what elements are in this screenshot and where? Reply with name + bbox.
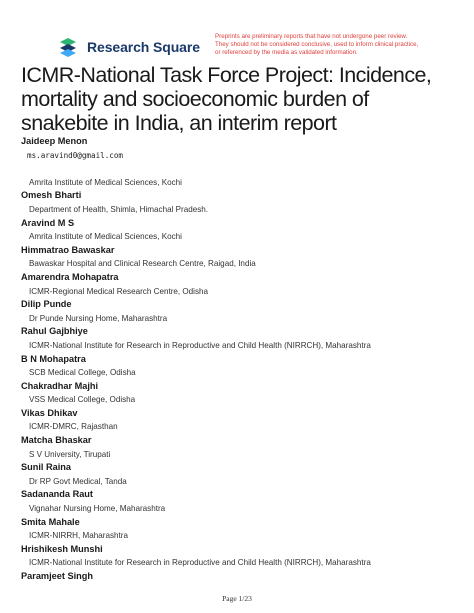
preprint-notice (215, 33, 465, 58)
paper-title: ICMR-National Task Force Project: Incidence, mortality and socioeconomic burden of snakebite in India, an interim report (21, 63, 432, 135)
author-entry (21, 189, 461, 216)
author-name: Hrishikesh Munshi (21, 543, 103, 554)
author-entry (21, 461, 461, 488)
author-name: Dilip Punde (21, 299, 72, 310)
author-entry (21, 407, 461, 434)
author-name: Aravind M S (21, 217, 75, 228)
author-entry (21, 325, 461, 352)
author-affiliation: S V University, Tirupati (29, 449, 111, 459)
author-entry (21, 244, 461, 271)
author-entry (21, 380, 461, 407)
author-name: Omesh Bharti (21, 190, 82, 201)
author-entry (21, 298, 461, 325)
author-affiliation: Dr Punde Nursing Home, Maharashtra (29, 313, 168, 323)
author-list (21, 135, 461, 584)
research-square-logo[interactable] (57, 36, 200, 58)
research-square-logo-icon (57, 36, 83, 58)
author-entry (21, 516, 461, 543)
notice-line: Preprints are preliminary reports that have not undergone peer review. (215, 33, 408, 40)
author-name: Vikas Dhikav (21, 407, 78, 418)
author-affiliation: ICMR-National Institute for Research in Reproductive and Child Health (NIRRCH), Maharashtra (29, 340, 371, 350)
author-affiliation: Amrita Institute of Medical Sciences, Kochi (29, 177, 182, 187)
notice-line: or referenced by the media as validated information. (215, 49, 358, 57)
author-affiliation: Dr RP Govt Medical, Tanda (29, 476, 127, 486)
author-affiliation: Vignahar Nursing Home, Maharashtra (29, 504, 166, 514)
author-affiliation: ICMR-NIRRH, Maharashtra (29, 531, 128, 541)
author-name: Himmatrao Bawaskar (21, 244, 115, 255)
author-affiliation: VSS Medical College, Odisha (29, 395, 136, 405)
spacer (21, 162, 461, 176)
author-entry (21, 434, 461, 461)
author-entry (21, 271, 461, 298)
author-affiliation: SCB Medical College, Odisha (29, 368, 136, 378)
author-entry (21, 217, 461, 244)
author-name: Sunil Raina (21, 462, 72, 473)
author-name: Amarendra Mohapatra (21, 271, 119, 282)
author-name: Sadananda Raut (21, 489, 93, 500)
author-entry (21, 135, 461, 189)
author-name: Smita Mahale (21, 516, 80, 527)
author-affiliation: Department of Health, Shimla, Himachal Pradesh. (29, 204, 209, 214)
author-name: Matcha Bhaskar (21, 435, 92, 446)
author-affiliation: ICMR-DMRC, Rajasthan (29, 422, 118, 432)
author-name: Paramjeet Singh (21, 571, 93, 581)
notice-line: They should not be considered conclusive, used to inform clinical practice, (215, 41, 419, 49)
author-name: B N Mohapatra (21, 353, 86, 364)
author-affiliation: Amrita Institute of Medical Sciences, Kochi (29, 232, 182, 242)
author-affiliation: ICMR-Regional Medical Research Centre, Odisha (29, 286, 209, 296)
author-affiliation: ICMR-National Institute for Research in Reproductive and Child Health (NIRRCH), Maharashtra (29, 558, 371, 568)
author-entry (21, 543, 461, 570)
author-entry (21, 570, 461, 584)
logo-text: Research Square (87, 39, 200, 55)
author-name: Jaideep Menon (21, 136, 88, 146)
author-entry (21, 353, 461, 380)
author-email-link[interactable]: ms.aravind0@gmail.com (27, 150, 124, 160)
author-affiliation: Bawaskar Hospital and Clinical Research Centre, Raigad, India (29, 259, 256, 269)
page-header (0, 0, 474, 62)
page-number: Page 1/23 (222, 594, 252, 603)
author-entry (21, 488, 461, 515)
author-name: Chakradhar Majhi (21, 380, 99, 391)
author-name: Rahul Gajbhiye (21, 326, 88, 337)
